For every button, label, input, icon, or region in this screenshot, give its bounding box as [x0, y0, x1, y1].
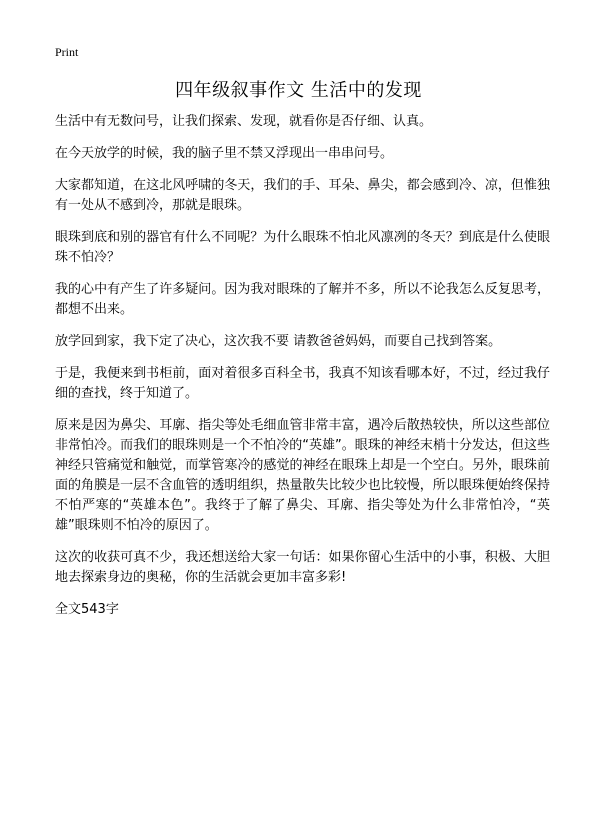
- article-paragraph-1: 生活中有无数问号，让我们探索、发现，就看你是否仔细、认真。: [55, 114, 433, 129]
- article-paragraph-5: 我的心中有产生了许多疑问。因为我对眼珠的了解并不多，所以不论我怎么反复思考，都想不出来。: [55, 282, 550, 317]
- article-title: 四年级叙事作文 生活中的发现: [175, 80, 422, 101]
- word-count: 全文543字: [55, 602, 119, 617]
- article-paragraph-8: 原来是因为鼻尖、耳廓、指尖等处毛细血管非常丰富，遇冷后散热较快，所以这些部位非常怕冷。而我们的眼珠则是一个不怕冷的“英雄”。眼珠的神经末梢十分发达，但这些神经只管痛觉和触觉，而掌管寒冷的感觉的神经在眼珠上却是一个空白。另外，眼珠前面的角膜是一层不含血管的透明组织，热量散失比较少也比较慢，所以眼珠便始终保持不怕严寒的“英雄本色”。我终于了解了鼻尖、耳廓、指尖等处为什么非常怕冷，“英雄”眼珠则不怕冷的原因了。: [55, 418, 550, 533]
- article-paragraph-2: 在今天放学的时候，我的脑子里不禁又浮现出一串串问号。: [55, 146, 394, 161]
- article-paragraph-3: 大家都知道，在这北风呼啸的冬天，我们的手、耳朵、鼻尖，都会感到冷、凉，但惟独有一处从不感到冷，那就是眼珠。: [55, 178, 550, 213]
- print-link[interactable]: Print: [55, 45, 79, 59]
- article-paragraph-7: 于是，我便来到书柜前，面对着很多百科全书，我真不知该看哪本好，不过，经过我仔细的查找，终于知道了。: [55, 366, 550, 401]
- article-paragraph-9: 这次的收获可真不少，我还想送给大家一句话：如果你留心生活中的小事，积极、大胆地去探索身边的奥秘，你的生活就会更加丰富多彩!: [55, 550, 550, 585]
- article-paragraph-4: 眼珠到底和别的器官有什么不同呢？为什么眼珠不怕北风凛冽的冬天？到底是什么使眼珠不怕冷？: [55, 230, 550, 265]
- article-paragraph-6: 放学回到家，我下定了决心，这次我不要 请教爸爸妈妈，而要自己找到答案。: [55, 334, 502, 349]
